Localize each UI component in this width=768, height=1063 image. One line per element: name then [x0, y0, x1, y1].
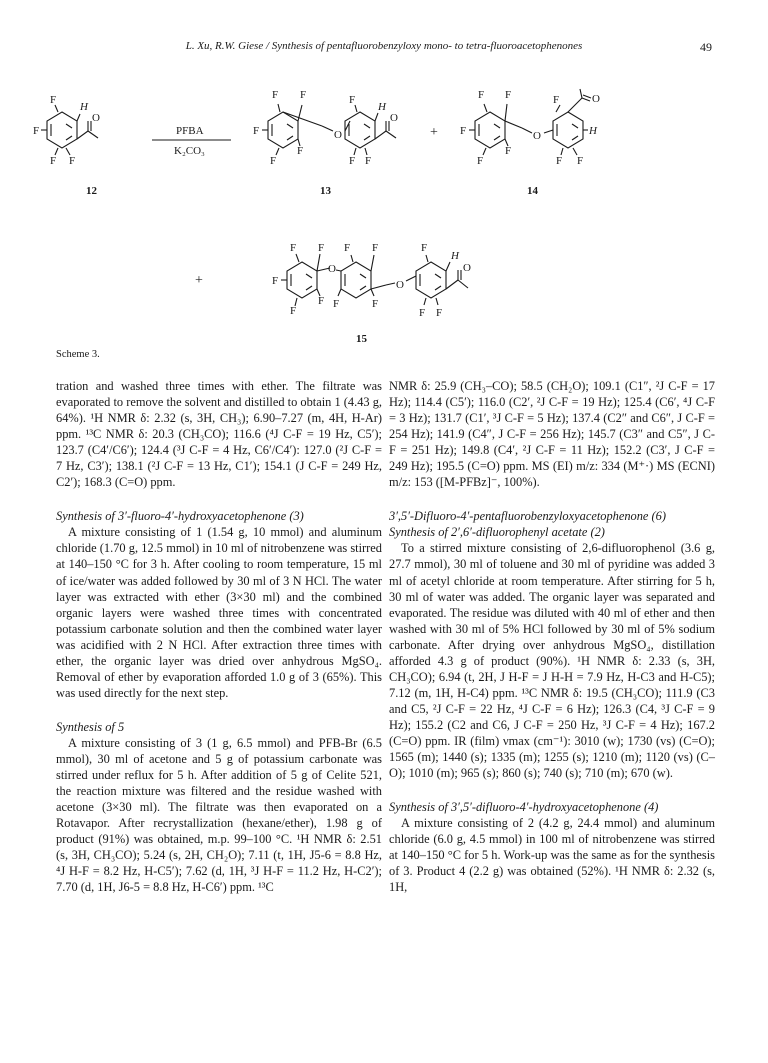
- reagent-bottom: K₂CO₃: [174, 145, 205, 157]
- atom-label: F: [50, 94, 57, 106]
- atom-label: F: [344, 242, 351, 254]
- paragraph: A mixture consisting of 1 (1.54 g, 10 mmol) and aluminum chloride (1.70 g, 12.5 mmol) in 10 ml of nitrobenzene was stirred at 140–150 °C for 3 h. After cooling to room temperature, 15 ml of ice/water was added followed by 30 ml of 3 N HCl. The water layer was extracted with ether (3×30 ml) and the combined organic layers were washed three times with concentrated potassium carbonate solution and then the combined water layer was acidified with 2 N HCl. After extraction three times with ether, the organic layer was dried over anhydrous MgSO₄. Removal of ether by evaporation afforded 1.0 g of 3 (65%). This was used directly for the next step.: [56, 525, 382, 700]
- atom-label: H: [589, 125, 597, 137]
- right-column: [389, 378, 715, 895]
- atom-label: F: [349, 155, 356, 167]
- atom-label: F: [253, 125, 260, 137]
- paragraph: To a stirred mixture consisting of 2,6-difluorophenol (3.6 g, 27.7 mmol), 30 ml of toluene and 30 ml of pyridine was added 3 ml of acetyl chloride at room temperature. After stirring for 5 h, 30 ml of water was added. The organic layer was separated and evaporated. The residue was diluted with 40 ml of ether and then washed with 30 ml of 5% HCl followed by 30 ml of 5% sodium carbonate. After drying over anhydrous MgSO₄, distillation afforded 4.3 g of product (90%). ¹H NMR δ: 2.33 (s, 3H, CH₃CO); 6.94 (t, 2H, J H-F = J H-H = 7.9 Hz, H-C3 and H-C5); 7.12 (m, 1H, H-C4) ppm. ¹³C NMR δ: 19.5 (CH₃CO); 111.9 (C3 and C5, ²J C-F = 22 Hz, ⁴J C-F = 6 Hz); 126.3 (C4, ³J C-F = 9 Hz); 155.2 (C2 and C6, J C-F = 250 Hz, ³J C-F = 4 Hz); 167.2 (C=O) ppm. IR (film) νmax (cm⁻¹): 3010 (w); 1730 (vs) (C=O); 1565 (m); 1440 (s); 1335 (m); 1255 (s); 1210 (m); 1120 (vs) (C–O); 1010 (m); 965 (s); 860 (s); 740 (s); 710 (m); 670 (w).: [389, 541, 715, 781]
- atom-label: F: [372, 298, 379, 310]
- atom-label: F: [50, 155, 57, 167]
- atom-label: F: [460, 125, 467, 137]
- atom-label: F: [297, 145, 304, 157]
- atom-label: O: [592, 93, 600, 105]
- atom-label: H: [378, 101, 386, 113]
- atom-label: F: [505, 145, 512, 157]
- atom-label: F: [69, 155, 76, 167]
- running-head: L. Xu, R.W. Giese / Synthesis of pentafluorobenzyloxy mono- to tetra-fluoroacetophenones: [185, 40, 583, 52]
- compound-number: 13: [320, 185, 331, 197]
- section-heading: Synthesis of 5: [56, 719, 125, 734]
- paragraph: NMR δ: 25.9 (CH₃–CO); 58.5 (CH₂O); 109.1 (C1″, ²J C-F = 17 Hz); 114.4 (C5′); 116.0 (C2′, ²J C-F = 19 Hz); 125.4 (C6′, ⁴J C-F = 3 Hz); 131.7 (C1′, ³J C-F = 5 Hz); 137.4 (C2″ and C6″, J C-F = 254 Hz); 141.9 (C4″, J C-F = 256 Hz); 145.7 (C3″ and C5″, J C-F = 251 Hz); 149.8 (C4′, ²J C-F = 11 Hz); 152.2 (C3′, J C-F = 249 Hz); 195.5 (C=O) ppm. MS (EI) m/z: 334 (M⁺·) MS (ECNI) m/z: 153 ([M-PFBz]⁻, 100%).: [389, 379, 715, 490]
- atom-label: O: [334, 129, 342, 141]
- atom-label: F: [419, 307, 426, 319]
- atom-label: F: [33, 125, 40, 137]
- atom-label: F: [318, 295, 325, 307]
- section-subheading: Synthesis of 2′,6′-difluorophenyl acetate (2): [389, 525, 605, 540]
- atom-label: F: [333, 298, 340, 310]
- atom-label: F: [421, 242, 428, 254]
- atom-label: O: [328, 263, 336, 275]
- atom-label: F: [270, 155, 277, 167]
- atom-label: O: [92, 112, 100, 124]
- section-heading: Synthesis of 3′-fluoro-4′-hydroxyacetophenone (3): [56, 509, 304, 524]
- atom-label: F: [349, 94, 356, 106]
- atom-label: F: [436, 307, 443, 319]
- atom-label: H: [451, 250, 459, 262]
- atom-label: O: [396, 279, 404, 291]
- atom-label: F: [478, 89, 485, 101]
- reaction-scheme: [0, 70, 768, 350]
- atom-label: F: [272, 275, 279, 287]
- atom-label: H: [80, 101, 88, 113]
- atom-label: F: [290, 242, 297, 254]
- atom-label: F: [556, 155, 563, 167]
- compound-number: 12: [86, 185, 97, 197]
- atom-label: F: [477, 155, 484, 167]
- atom-label: F: [577, 155, 584, 167]
- paragraph: A mixture consisting of 3 (1 g, 6.5 mmol) and PFB-Br (6.5 mmol), 30 ml of acetone and 5 g of potassium carbonate was stirred under reflux for 5 h. After addition of 5 g of Celite 521, the reaction mixture was filtered and the residue washed with acetone (3×30 ml). The filtrate was then evaporated on a Rotavapor. After recrystallization (hexane/ether), 1.98 g of product (91%) was obtained, m.p. 99–100 °C. ¹H NMR δ: 2.51 (s, 3H, CH₃CO); 5.24 (s, 2H, CH₂O); 7.11 (t, 1H, J5-6 = 8.8 Hz, ⁴J H-F = 8.2 Hz, H-C5′); 7.62 (d, 1H, ³J H-F = 11.2 Hz, H-C2′); 7.70 (d, 1H, J6-5 = 8.8 Hz, H-C6′) ppm. ¹³C: [56, 735, 382, 895]
- atom-label: O: [533, 130, 541, 142]
- compound-number: 14: [527, 185, 538, 197]
- section-heading: Synthesis of 3′,5′-difluoro-4′-hydroxyacetophenone (4): [389, 800, 659, 815]
- atom-label: F: [505, 89, 512, 101]
- atom-label: F: [272, 89, 279, 101]
- atom-label: O: [463, 262, 471, 274]
- atom-label: O: [390, 112, 398, 124]
- atom-label: F: [553, 94, 560, 106]
- compound-number: 15: [356, 333, 367, 345]
- atom-label: F: [372, 242, 379, 254]
- scheme-caption: Scheme 3.: [56, 349, 100, 360]
- plus-sign: +: [430, 125, 438, 140]
- section-heading: 3′,5′-Difluoro-4′-pentafluorobenzyloxyacetophenone (6): [389, 509, 666, 524]
- atom-label: F: [318, 242, 325, 254]
- left-column: [56, 378, 382, 895]
- paragraph: A mixture consisting of 2 (4.2 g, 24.4 mmol) and aluminum chloride (6.0 g, 4.5 mmol) in 100 ml of nitrobenzene was stirred at 140–150 °C for 5 h. Work-up was the same as for the synthesis of 3. Product 4 (2.2 g) was obtained (52%). ¹H NMR δ: 2.32 (s, 1H,: [389, 816, 715, 895]
- atom-label: F: [365, 155, 372, 167]
- page-header: [0, 40, 768, 58]
- reagent-top: PFBA: [176, 125, 204, 137]
- paragraph: tration and washed three times with ether. The filtrate was evaporated to remove the solvent and distilled to obtain 1 (4.43 g, 64%). ¹H NMR δ: 2.32 (s, 3H, CH₃); 6.90–7.27 (m, 4H, H-Ar) ppm. ¹³C NMR δ: 20.3 (CH₃CO); 116.6 (⁴J C-F = 19 Hz, C5′); 123.7 (C4′/C6′); 124.4 (³J C-F = 4 Hz, C6′/C4′): 127.0 (²J C-F = 7 Hz, C3′); 138.1 (²J C-F = 13 Hz, C1′); 154.1 (J C-F = 249 Hz, C2′); 168.3 (C=O) ppm.: [56, 379, 382, 490]
- page-number: 49: [700, 40, 712, 54]
- plus-sign: +: [195, 273, 203, 288]
- atom-label: F: [300, 89, 307, 101]
- atom-label: F: [290, 305, 297, 317]
